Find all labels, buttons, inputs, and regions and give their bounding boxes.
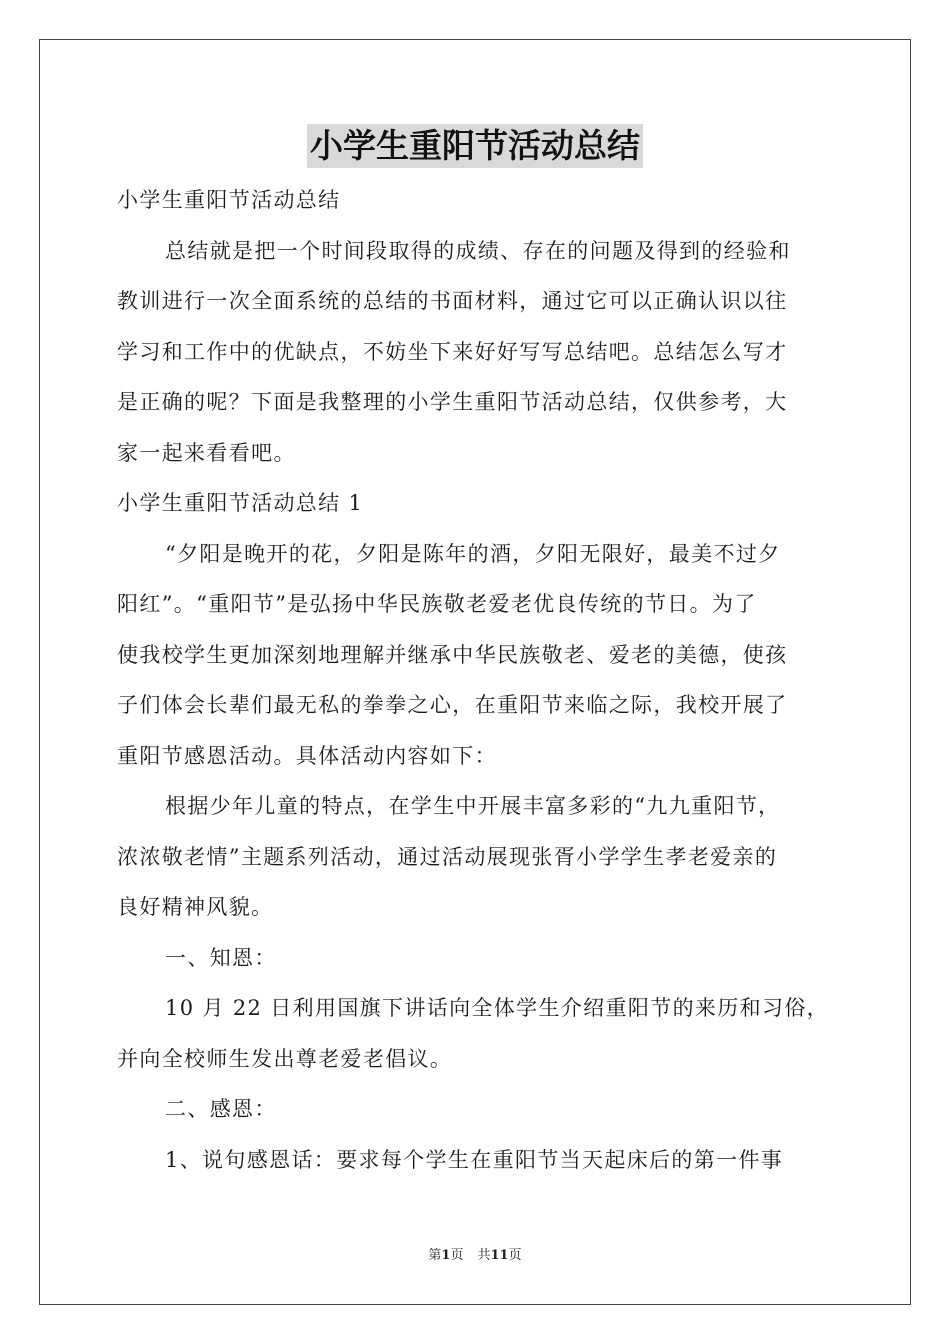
document-title: 小学生重阳节活动总结: [307, 124, 643, 168]
text-line: 是正确的呢？下面是我整理的小学生重阳节活动总结，仅供参考，大: [117, 390, 788, 414]
text-line: 1、说句感恩话：要求每个学生在重阳节当天起床后的第一件事: [165, 1147, 784, 1172]
text-line: 子们体会长辈们最无私的拳拳之心，在重阳节来临之际，我校开展了: [117, 693, 788, 717]
page-suffix: 页: [450, 1248, 464, 1263]
text-line: 浓浓敬老情”主题系列活动，通过活动展现张胥小学学生孝老爱亲的: [117, 844, 778, 869]
text-line: 阳红”。“重阳节”是弘扬中华民族敬老爱老优良传统的节日。为了: [117, 592, 757, 616]
text-line: 家一起来看看吧。: [117, 440, 296, 465]
page-footer: [0, 1247, 950, 1265]
page-number: 1: [441, 1248, 451, 1263]
total-prefix: 共: [477, 1248, 491, 1263]
total-suffix: 页: [508, 1248, 522, 1263]
text-line: 并向全校师生发出尊老爱老倡议。: [117, 1046, 453, 1071]
text-line: 10 月 22 日利用国旗下讲话向全体学生介绍重阳节的来历和习俗，: [165, 996, 830, 1020]
text-line: 学习和工作中的优缺点，不妨坐下来好好写写总结吧。总结怎么写才: [117, 339, 788, 364]
text-line: 重阳节感恩活动。具体活动内容如下：: [117, 743, 497, 768]
text-line: 总结就是把一个时间段取得的成绩、存在的问题及得到的经验和: [165, 238, 791, 263]
text-line: 教训进行一次全面系统的总结的书面材料，通过它可以正确认识以往: [117, 289, 788, 313]
text-line: 使我校学生更加深刻地理解并继承中华民族敬老、爱老的美德，使孩: [117, 642, 788, 667]
text-line: 一、知恩：: [165, 945, 277, 970]
total-pages: 11: [490, 1248, 509, 1263]
title-container: [0, 124, 950, 168]
document-body: [117, 175, 837, 1185]
text-line: 小学生重阳节活动总结: [117, 188, 341, 212]
text-line: 二、感恩：: [165, 1097, 277, 1121]
text-line: 良好精神风貌。: [117, 895, 274, 919]
text-line: 小学生重阳节活动总结 1: [117, 491, 364, 515]
text-line: “夕阳是晚开的花，夕阳是陈年的酒，夕阳无限好，最美不过夕: [165, 541, 781, 566]
text-line: 根据少年儿童的特点，在学生中开展丰富多彩的“九九重阳节，: [165, 794, 781, 818]
page-prefix: 第: [428, 1248, 442, 1263]
